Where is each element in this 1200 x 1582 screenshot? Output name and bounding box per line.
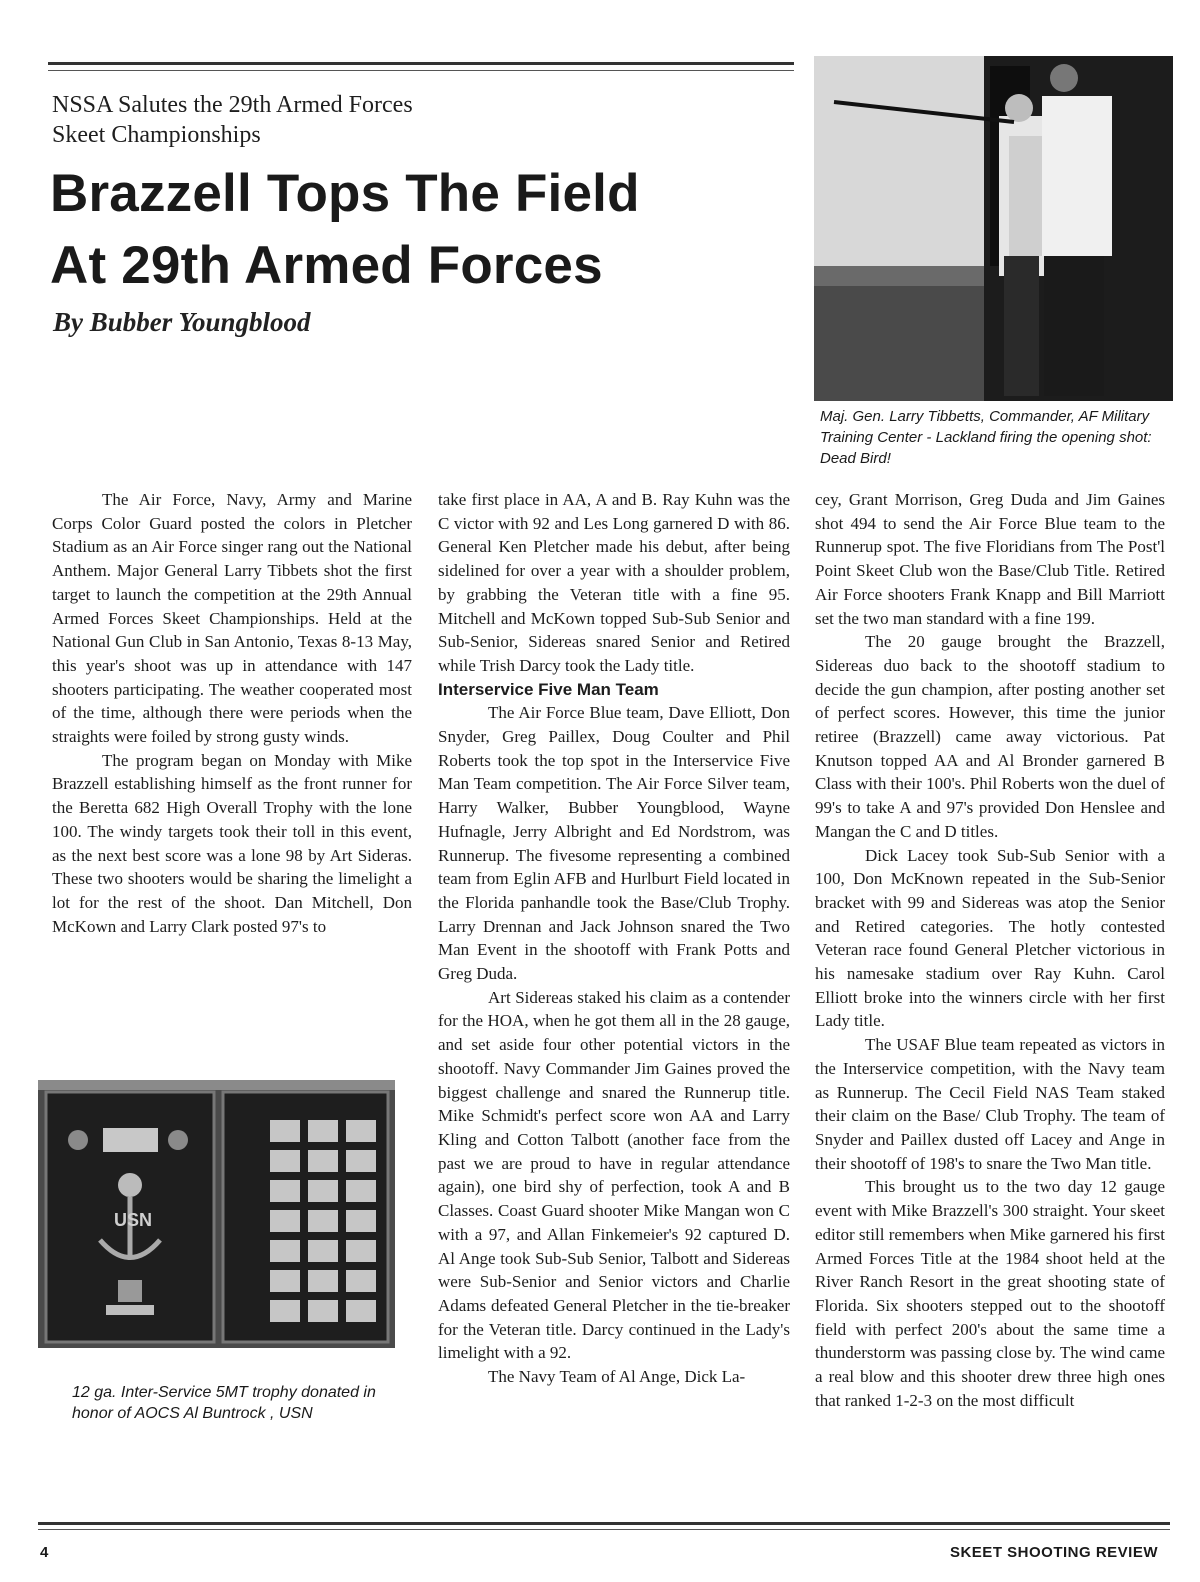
article-column-3 [815,488,1165,1412]
headline-line-1: Brazzell Tops The Field [50,164,640,223]
paragraph: This brought us to the two day 12 gauge event with Mike Brazzell's 300 straight. Your skeet editor still remembers when Mike garnered his first Armed Forces Title at the 1984 shoot held at the River Ranch Resort in the great shooting state of Florida. Six shooters stepped out to the shootoff field with perfect 200's about the same time a thunderstorm was passing close by. The wind came a real blow and this shooter drew three high ones that ranked 1-2-3 on the most difficult [815,1177,1165,1410]
paragraph: The Navy Team of Al Ange, Dick La- [488,1367,746,1387]
section-subhead: Interservice Five Man Team [438,679,659,699]
kicker-line-2: Skeet Championships [52,122,261,148]
paragraph: The Air Force Blue team, Dave Elliott, Don Snyder, Greg Paillex, Doug Coulter and Phil Roberts took the top spot in the Interservice Five Man Team competition. The Air Force Silver team, Harry Walker, Bubber Youngblood, Wayne Hufnagle, Jerry Albright and Ed Nordstrom, was Runnerup. The fivesome representing a combined team from Eglin AFB and Hurlburt Field located in the Florida panhandle took the Base/Club Trophy. Larry Drennan and Jack Johnson snared the Two Man Event in the shootoff with Frank Potts and Greg Duda. [438,703,790,984]
paragraph: Art Sidereas staked his claim as a contender for the HOA, when he got them all in the 28 gauge, and set aside four other potential victors in the shootoff. Navy Commander Jim Gaines proved the biggest challenge and snared the Runnerup title. Mike Schmidt's perfect score won AA and Larry Kling and Cotton Talbott (another face from the past we are proud to have in regular attendance again), one bird shy of perfection, took A and B Classes. Coast Guard shooter Mike Mangan won C with a 97, and Allan Finkemeier's 92 captured D. Al Ange took Sub-Sub Senior, Talbott and Sidereas were Sub-Senior and Senior victors and Charlie Adams defeated General Pletcher in the tie-breaker for the Veteran title. Darcy continued in the Lady's limelight with a 92. [438,987,790,1363]
header-rule [48,62,794,71]
paragraph: The program began on Monday with Mike Brazzell establishing himself as the front runner for the Beretta 682 High Overall Trophy with the lone 100. The windy targets took their toll in this event, as the next best score was a lone 98 by Art Sideras. These two shooters would be sharing the limelight a lot for the rest of the shoot. Dan Mitchell, Don McKown and Larry Clark posted 97's to [52,750,412,936]
footer-rule [38,1522,1170,1530]
kicker-line-1: NSSA Salutes the 29th Armed Forces [52,92,413,118]
article-headline [50,158,790,302]
paragraph: take first place in AA, A and B. Ray Kuhn was the C victor with 92 and Les Long garnered D with 86. General Ken Pletcher made his debut, after being sidelined for over a year with a shoulder problem, by grabbing the Veteran title with a fine 95. Mitchell and McKown topped Sub-Sub Senior and Sub-Senior, Sidereas snared Senior and Retired while Trish Darcy took the Lady title. [438,490,790,675]
paragraph: The Air Force, Navy, Army and Marine Corps Color Guard posted the colors in Pletcher Stadium as an Air Force singer rang out the National Anthem. Major General Larry Tibbets shot the first target to launch the competition at the 29th Annual Armed Forces Skeet Championships. Held at the National Gun Club in San Antonio, Texas 8-13 May, this year's shoot was up in attendance with 147 shooters participating. The weather cooperated most of the time, although there were periods when the straights were foiled by strong gusty winds. [52,490,412,747]
trophy-usn-badge: USN [114,1210,153,1230]
trophy-photo [38,1080,395,1348]
headline-line-2: At 29th Armed Forces [50,236,603,295]
paragraph: cey, Grant Morrison, Greg Duda and Jim Gaines shot 494 to send the Air Force Blue team to the Runnerup spot. The five Floridians from The Post'l Point Skeet Club won the Base/Club Title. Retired Air Force shooters Frank Knapp and Bill Marriott set the two man standard with a fine 199. [815,490,1165,628]
shooter-photo [814,56,1173,401]
paragraph: Dick Lacey took Sub-Sub Senior with a 100, Don McKnown repeated in the Sub-Senior bracket with 99 and Sidereas was atop the Senior and Retired categories. The hotly contested Veteran race found General Pletcher victorious in his namesake stadium over Ray Kuhn. Carol Elliott broke into the winners circle with her first Lady title. [815,845,1165,1031]
publication-title: SKEET SHOOTING REVIEW [949,1544,1158,1561]
shooter-photo-caption: Maj. Gen. Larry Tibbetts, Commander, AF Military Training Center - Lackland firing the opening shot: Dead Bird! [820,408,1152,467]
paragraph: The USAF Blue team repeated as victors in the Interservice competition, with the Navy team as Runnerup. The Cecil Field NAS Team staked their claim on the Base/ Club Trophy. The team of Snyder and Paillex dusted off Lacey and Ange in their shootoff of 198's to snare the Two Man title. [815,1035,1165,1173]
article-byline: By Bubber Youngblood [53,307,311,337]
article-column-2 [438,488,790,1389]
trophy-photo-caption: 12 ga. Inter-Service 5MT trophy donated in honor of AOCS Al Buntrock , USN [72,1384,376,1422]
article-kicker [52,90,752,150]
page-number: 4 [40,1544,49,1561]
article-column-1 [52,488,412,938]
paragraph: The 20 gauge brought the Brazzell, Sidereas duo back to the shootoff stadium to decide the gun champion, after posting another set of perfect scores. However, this time the junior retiree (Brazzell) came away victorious. Pat Knutson topped AA and Al Bronder garnered B Class with their 100's. Phil Roberts won the duel of 99's to take A and 97's provided Don Henslee and Mangan the C and D titles. [815,632,1165,841]
